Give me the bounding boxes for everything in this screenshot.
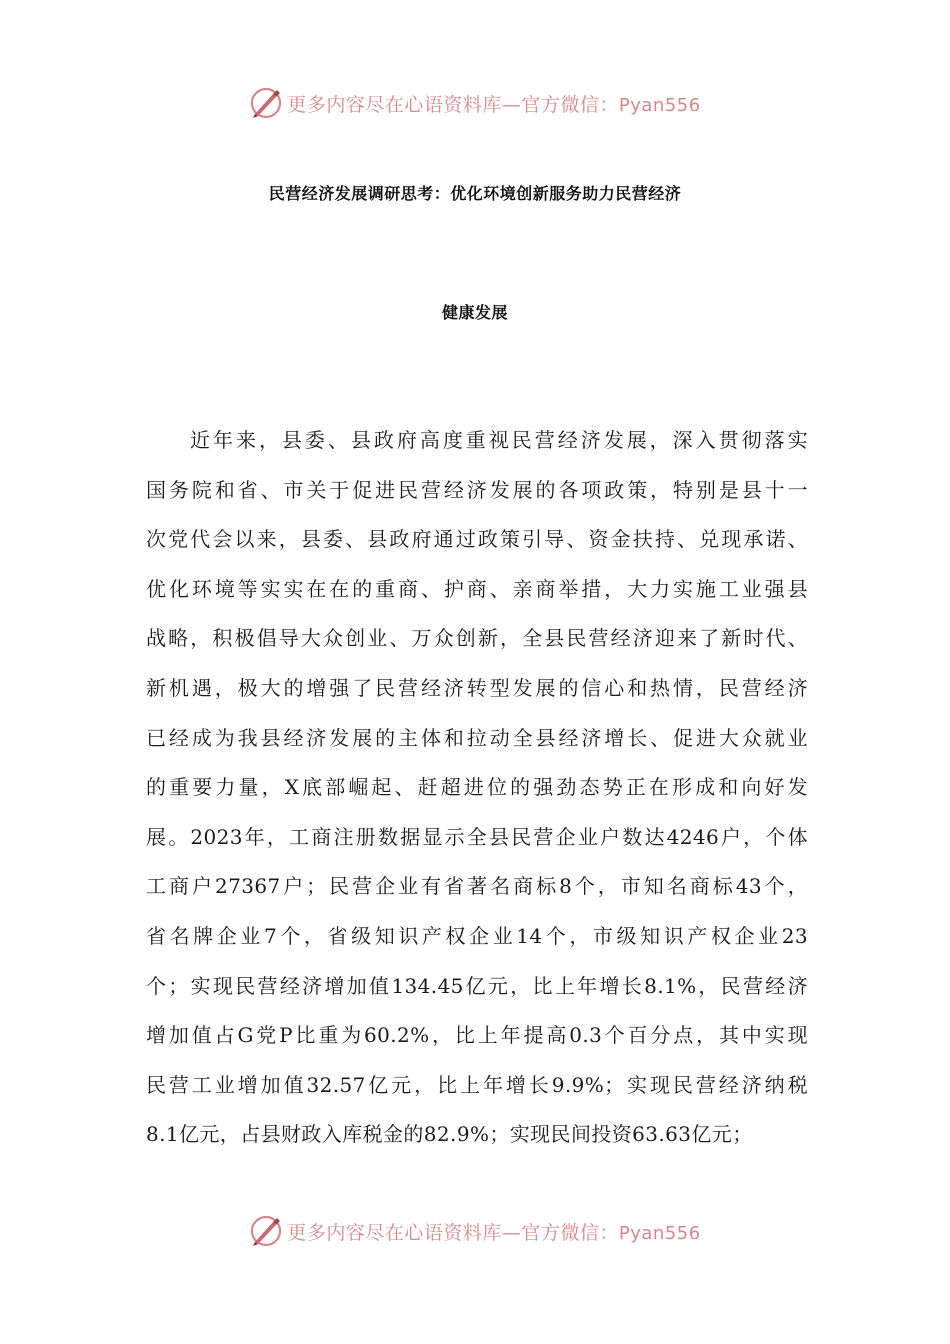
body-line: 已经成为我县经济发展的主体和拉动全县经济增长、促进大众就业 <box>146 725 808 750</box>
watermark-text <box>287 90 700 117</box>
pen-logo-icon <box>249 86 283 120</box>
body-line: 新机遇，极大的增强了民营经济转型发展的信心和热情，民营经济 <box>146 675 808 700</box>
document-title-line-1: 民营经济发展调研思考：优化环境创新服务助力民营经济 <box>268 184 682 203</box>
pen-logo-icon <box>249 1214 283 1248</box>
watermark-wechat-id: Pyan556 <box>618 1222 701 1244</box>
body-paragraph <box>146 416 808 1160</box>
body-line: 个；实现民营经济增加值134.45亿元，比上年增长8.1%，民营经济 <box>146 973 808 998</box>
body-line: 增加值占G党P比重为60.2%，比上年提高0.3个百分点，其中实现 <box>146 1023 808 1048</box>
watermark-text <box>287 1218 700 1245</box>
body-line: 展。2023年，工商注册数据显示全县民营企业户数达4246户，个体 <box>146 824 808 849</box>
body-line: 工商户27367户；民营企业有省著名商标8个，市知名商标43个， <box>146 874 808 899</box>
watermark-banner-top <box>0 83 950 123</box>
body-line: 优化环境等实实在在的重商、护商、亲商举措，大力实施工业强县 <box>146 576 808 601</box>
body-line: 8.1亿元，占县财政入库税金的82.9%；实现民间投资63.63亿元； <box>146 1122 753 1147</box>
body-line: 次党代会以来，县委、县政府通过政策引导、资金扶持、兑现承诺、 <box>146 527 808 552</box>
body-line: 省名牌企业7个，省级知识产权企业14个，市级知识产权企业23 <box>146 923 808 948</box>
body-line: 民营工业增加值32.57亿元，比上年增长9.9%；实现民营经济纳税 <box>146 1072 808 1097</box>
document-title-line-2: 健康发展 <box>441 303 508 322</box>
body-line: 近年来，县委、县政府高度重视民营经济发展，深入贯彻落实 <box>190 428 808 452</box>
watermark-label: 更多内容尽在心语资料库—官方微信： <box>287 1221 619 1244</box>
watermark-wechat-id: Pyan556 <box>618 94 701 116</box>
body-line: 战略，积极倡导大众创业、万众创新，全县民营经济迎来了新时代、 <box>146 626 808 651</box>
watermark-banner-bottom <box>0 1211 950 1251</box>
body-line: 的重要力量，X底部崛起、赶超进位的强劲态势正在形成和向好发 <box>146 775 808 800</box>
watermark-label: 更多内容尽在心语资料库—官方微信： <box>287 93 619 116</box>
body-line: 国务院和省、市关于促进民营经济发展的各项政策，特别是县十一 <box>146 477 808 502</box>
